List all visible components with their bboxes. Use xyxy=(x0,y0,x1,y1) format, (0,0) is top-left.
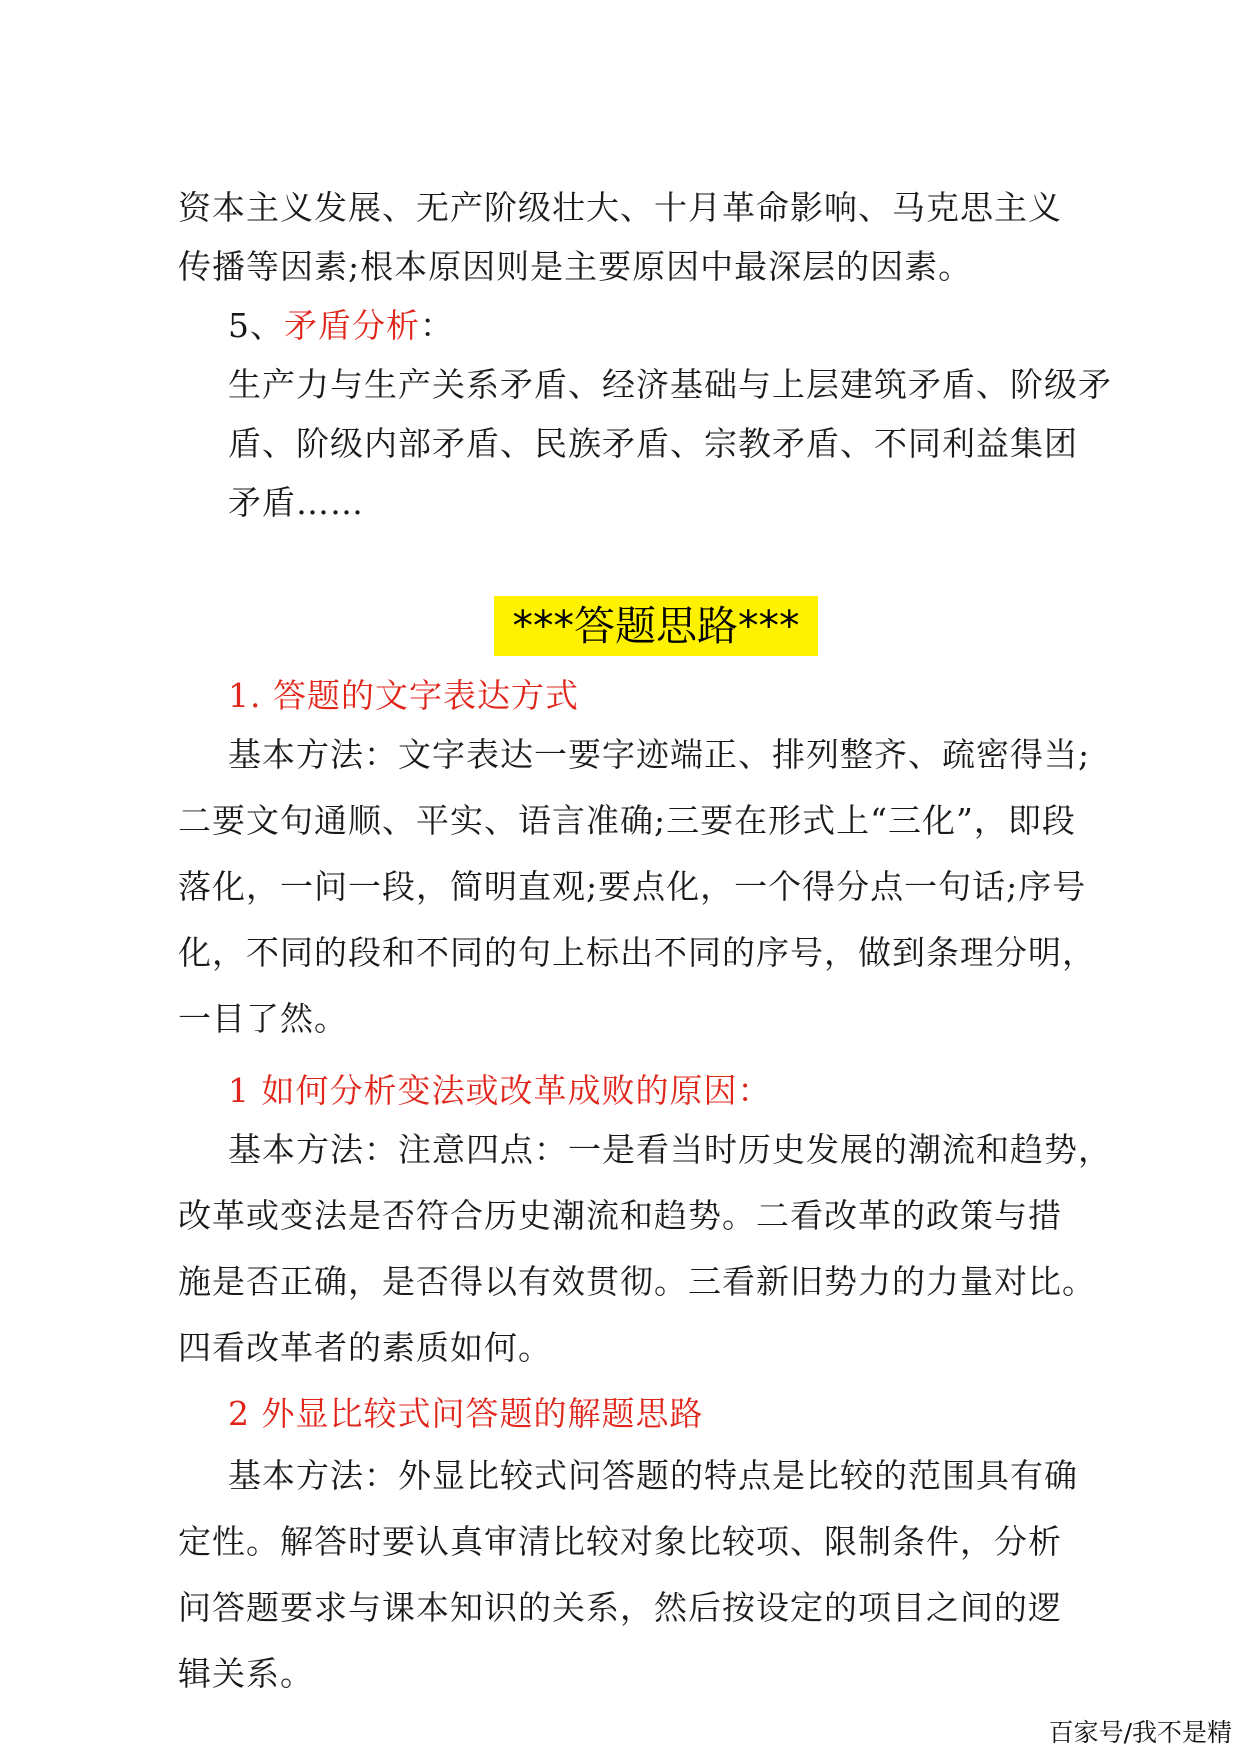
section5-line-2: 盾、阶级内部矛盾、民族矛盾、宗教矛盾、不同利益集团 xyxy=(228,424,1078,463)
item1-line-5: 一目了然。 xyxy=(178,999,348,1038)
cause-line-2: 传播等因素;根本原因则是主要原因中最深层的因素。 xyxy=(178,247,973,286)
section5-line-3: 矛盾…… xyxy=(228,483,364,522)
cause-line-1: 资本主义发展、无产阶级壮大、十月革命影响、马克思主义 xyxy=(178,188,1062,227)
item1-line-1: 基本方法：文字表达一要字迹端正、排列整齐、疏密得当; xyxy=(228,735,1091,774)
item1-line-3: 落化，一问一段，简明直观;要点化，一个得分点一句话;序号 xyxy=(178,867,1087,906)
source-watermark: 百家号/我不是精 xyxy=(1048,1718,1232,1747)
answer-approach-banner: ***答题思路*** xyxy=(494,596,818,656)
section5-title: 矛盾分析 xyxy=(284,306,420,345)
item2-line-3: 施是否正确，是否得以有效贯彻。三看新旧势力的力量对比。 xyxy=(178,1262,1096,1301)
item3-line-4: 辑关系。 xyxy=(178,1654,314,1693)
item3-line-1: 基本方法：外显比较式问答题的特点是比较的范围具有确 xyxy=(228,1456,1078,1495)
item2-line-2: 改革或变法是否符合历史潮流和趋势。二看改革的政策与措 xyxy=(178,1196,1062,1235)
item1-line-2: 二要文句通顺、平实、语言准确;三要在形式上“三化”，即段 xyxy=(178,801,1076,840)
section5-colon: ： xyxy=(420,306,454,345)
item2-heading: 1 如何分析变法或改革成败的原因： xyxy=(228,1071,772,1110)
item1-line-4: 化，不同的段和不同的句上标出不同的序号，做到条理分明， xyxy=(178,933,1096,972)
section5-number: 5、 xyxy=(228,306,284,345)
section5-heading xyxy=(228,306,454,346)
item2-line-1: 基本方法：注意四点：一是看当时历史发展的潮流和趋势， xyxy=(228,1130,1112,1169)
item3-heading: 2 外显比较式问答题的解题思路 xyxy=(228,1394,704,1433)
item3-line-3: 问答题要求与课本知识的关系，然后按设定的项目之间的逻 xyxy=(178,1588,1062,1627)
item1-heading: 1. 答题的文字表达方式 xyxy=(228,676,579,715)
item2-line-4: 四看改革者的素质如何。 xyxy=(178,1328,552,1367)
section5-line-1: 生产力与生产关系矛盾、经济基础与上层建筑矛盾、阶级矛 xyxy=(228,365,1112,404)
item3-line-2: 定性。解答时要认真审清比较对象比较项、限制条件，分析 xyxy=(178,1522,1062,1561)
